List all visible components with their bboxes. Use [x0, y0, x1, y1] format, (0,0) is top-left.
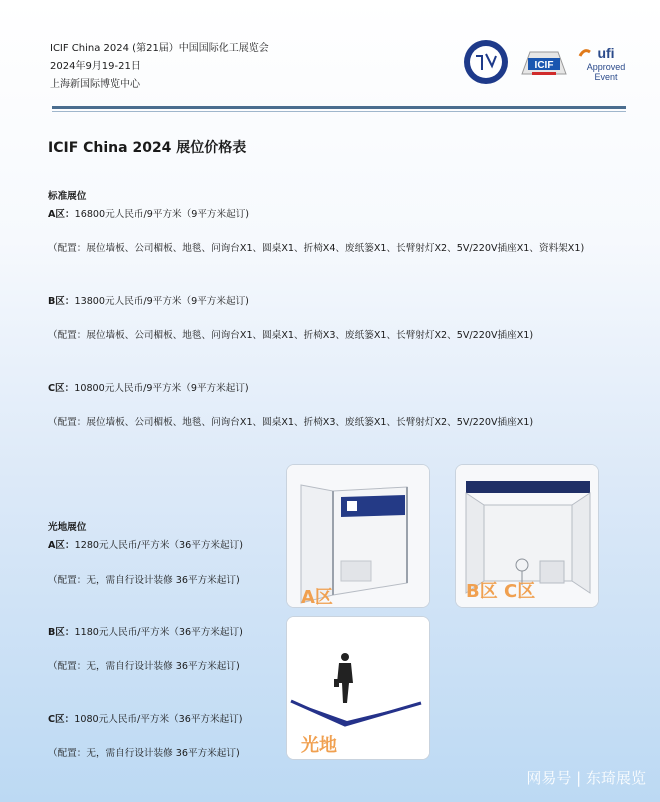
standard-c-price: 10800元人民币/9平方米（9平方米起订) [74, 383, 249, 394]
header-divider-thin [52, 111, 626, 112]
raw-c-row [48, 711, 243, 725]
bc-zone-photo-label: B区 C区 [466, 581, 536, 602]
raw-b-row [48, 624, 243, 638]
a-zone-booth-image [286, 464, 430, 608]
header-date: 2024年9月19-21日 [50, 61, 141, 72]
a-zone-photo-label: A区 [301, 587, 333, 608]
raw-b-price: 1180元人民币/平方米（36平方米起订) [74, 627, 243, 638]
association-seal-icon [464, 40, 508, 84]
ufi-logo-text: ufi [597, 45, 615, 61]
raw-a-price: 1280元人民币/平方米（36平方米起订) [74, 540, 243, 551]
raw-a-config: （配置：无，需自行设计装修 36平方米起订) [48, 575, 240, 586]
header-event-name: ICIF China 2024 (第21届）中国国际化工展览会 [50, 43, 269, 54]
ufi-logo-icon [580, 45, 625, 82]
raw-c-config: （配置：无，需自行设计装修 36平方米起订) [48, 748, 240, 759]
raw-space-photo-label: 光地 [301, 735, 337, 756]
raw-c-price: 1080元人民币/平方米（36平方米起订) [74, 714, 243, 725]
logo-cluster [462, 38, 632, 88]
page-title: ICIF China 2024 展位价格表 [48, 140, 247, 156]
ufi-approved-text: Approved [586, 62, 626, 72]
standard-a-config: （配置：展位墙板、公司楣板、地毯、问询台X1、圆桌X1、折椅X4、废纸篓X1、长臂射灯X2、5V/220V插座X1、资料架X1) [48, 243, 585, 254]
standard-b-price: 13800元人民币/9平方米（9平方米起订) [74, 296, 249, 307]
standard-b-row [48, 293, 249, 307]
header-divider [52, 106, 626, 109]
bc-zone-booth-image [455, 464, 599, 608]
standard-heading: 标准展位 [48, 191, 87, 202]
watermark: 网易号 | 东琦展览 [526, 769, 646, 787]
standard-a-row [48, 206, 249, 220]
standard-c-config: （配置：展位墙板、公司楣板、地毯、问询台X1、圆桌X1、折椅X3、废纸篓X1、长臂射灯X2、5V/220V插座X1) [48, 417, 534, 428]
raw-b-label: B区： [48, 627, 75, 638]
standard-c-row [48, 380, 249, 394]
raw-a-row [48, 537, 243, 551]
header-venue: 上海新国际博览中心 [50, 79, 140, 90]
standard-b-label: B区： [48, 296, 75, 307]
raw-a-label: A区： [48, 540, 75, 551]
standard-b-config: （配置：展位墙板、公司楣板、地毯、问询台X1、圆桌X1、折椅X3、废纸篓X1、长臂射灯X2、5V/220V插座X1) [48, 330, 534, 341]
raw-c-label: C区： [48, 714, 75, 725]
standard-a-label: A区： [48, 209, 75, 220]
standard-c-label: C区： [48, 383, 75, 394]
icif-logo-text: ICIF [534, 60, 554, 71]
raw-b-config: （配置：无，需自行设计装修 36平方米起订) [48, 661, 240, 672]
ufi-event-text: Event [594, 72, 618, 82]
standard-a-price: 16800元人民币/9平方米（9平方米起订) [74, 209, 250, 220]
raw-heading: 光地展位 [48, 522, 87, 533]
icif-logo-icon [522, 52, 566, 75]
raw-space-image [286, 616, 430, 760]
